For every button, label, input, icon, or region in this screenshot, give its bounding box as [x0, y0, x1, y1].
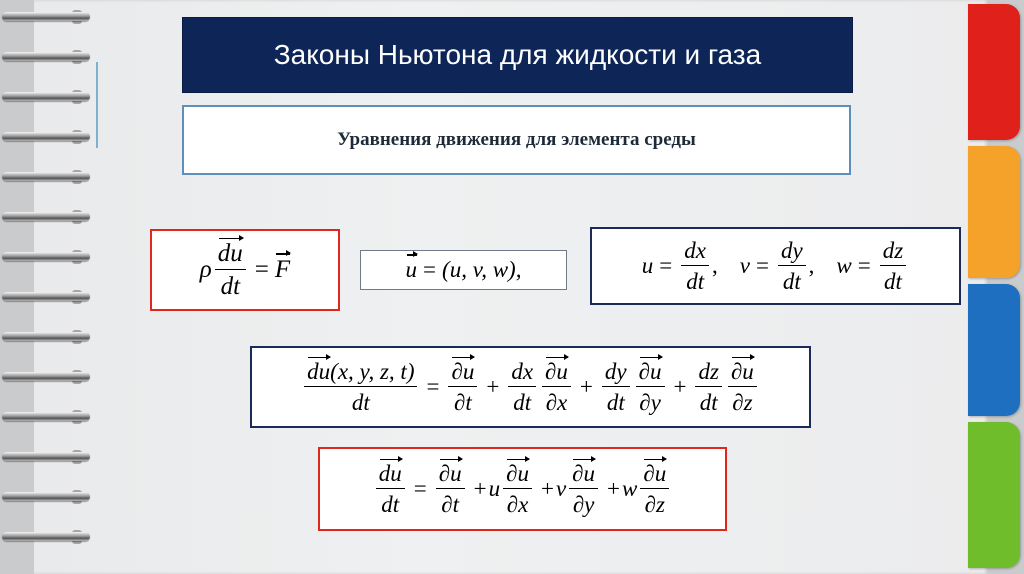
numerator-dy: dy: [780, 237, 803, 263]
plus-sign: +: [486, 374, 500, 399]
fraction-dx-dt: [508, 360, 536, 415]
denominator-dt: dt: [220, 273, 241, 301]
partial-u: ∂u: [730, 358, 754, 384]
var-u: u: [641, 253, 654, 278]
partial-z: ∂z: [644, 492, 665, 518]
var-w: w: [622, 476, 638, 501]
comma: ,: [808, 253, 815, 278]
fraction-du-dt: [376, 462, 405, 517]
equation-velocity-components: [360, 250, 567, 290]
partial-y: ∂y: [639, 390, 661, 416]
equals-sign: =: [755, 253, 769, 278]
spiral-ring: [2, 250, 90, 264]
vector-force: F: [274, 256, 291, 283]
partial-u: ∂u: [506, 460, 529, 486]
fraction-dz-dt: [695, 360, 721, 415]
fraction-pu-py: [569, 462, 598, 517]
vector-du: du: [378, 460, 402, 486]
fraction-pu-px: [542, 360, 571, 415]
spiral-ring: [2, 490, 90, 504]
plus-sign: +: [579, 374, 593, 399]
partial-u: ∂u: [572, 460, 596, 486]
var-w: w: [836, 253, 852, 278]
var-v: v: [555, 476, 567, 501]
numerator-dz: dz: [698, 358, 719, 384]
spiral-ring: [2, 50, 90, 64]
fraction-dz-dt: [880, 239, 906, 294]
velocity-tuple: (u, v, w),: [442, 257, 522, 282]
fraction-pu-pt: [436, 462, 465, 517]
denominator-dt: dt: [513, 390, 532, 416]
denominator-dt: dt: [686, 269, 705, 295]
partial-x: ∂x: [506, 492, 529, 518]
vector-du: du: [307, 358, 331, 384]
comma: ,: [712, 253, 718, 278]
fraction-dx-dt: [681, 239, 709, 294]
partial-u: ∂u: [638, 358, 662, 384]
numerator-dx: dx: [684, 237, 706, 263]
rho-symbol: ρ: [199, 256, 212, 283]
denominator-dt: dt: [884, 269, 902, 295]
partial-t: ∂t: [441, 492, 460, 518]
partial-u: ∂u: [643, 460, 667, 486]
fraction-pu-pz: [728, 360, 757, 415]
fraction-pu-pz: [640, 462, 669, 517]
equals-sign: =: [413, 476, 427, 501]
spiral-ring: [2, 410, 90, 424]
fraction-lhs: [304, 360, 417, 415]
plus-sign: +: [473, 476, 487, 501]
tab-blue[interactable]: [968, 284, 1020, 416]
fraction-pu-px: [503, 462, 532, 517]
partial-u: ∂u: [545, 358, 568, 384]
equals-sign: =: [254, 256, 269, 283]
equals-sign: =: [423, 257, 437, 282]
numerator-dy: dy: [604, 358, 627, 384]
fraction-pu-py: [636, 360, 665, 415]
equation-newton-second-law: [150, 229, 340, 311]
slide-subtitle: Уравнения движения для элемента среды: [182, 105, 851, 175]
numerator-dz: dz: [882, 237, 904, 263]
equation-total-derivative: [250, 346, 811, 428]
fraction-du-dt: [215, 241, 246, 300]
spiral-ring: [2, 370, 90, 384]
denominator-dt: dt: [699, 390, 718, 416]
vector-u: u: [405, 257, 418, 282]
denominator-dt: dt: [782, 269, 801, 295]
equals-sign: =: [857, 253, 871, 278]
plus-sign: +: [607, 476, 621, 501]
denominator-dt: dt: [351, 390, 370, 416]
partial-u: ∂u: [451, 358, 475, 384]
var-u: u: [488, 476, 501, 501]
argument-list: (x, y, z, t): [330, 358, 415, 384]
spiral-ring: [2, 170, 90, 184]
spiral-ring: [2, 210, 90, 224]
equation-convective-derivative: [318, 447, 727, 531]
numerator-dx: dx: [511, 358, 534, 384]
tab-orange[interactable]: [968, 146, 1020, 278]
fraction-dy-dt: [778, 239, 806, 294]
slide-title: Законы Ньютона для жидкости и газа: [182, 17, 853, 93]
tab-red[interactable]: [968, 4, 1020, 140]
plus-sign: +: [540, 476, 554, 501]
partial-z: ∂z: [732, 390, 753, 416]
spiral-ring: [2, 530, 90, 544]
fraction-pu-pt: [448, 360, 477, 415]
partial-t: ∂t: [454, 390, 472, 416]
spiral-ring: [2, 330, 90, 344]
vector-du: du: [217, 239, 243, 267]
plus-sign: +: [673, 374, 687, 399]
spiral-ring: [2, 290, 90, 304]
equation-velocity-derivatives: [590, 227, 961, 305]
spiral-ring: [2, 130, 90, 144]
equals-sign: =: [659, 253, 673, 278]
spiral-ring: [2, 90, 90, 104]
fraction-dy-dt: [602, 360, 630, 415]
margin-line: [96, 62, 98, 148]
spiral-ring: [2, 10, 90, 24]
equals-sign: =: [426, 374, 440, 399]
var-v: v: [739, 253, 750, 278]
partial-y: ∂y: [572, 492, 595, 518]
denominator-dt: dt: [606, 390, 625, 416]
spiral-binding: [0, 0, 95, 574]
denominator-dt: dt: [381, 492, 400, 518]
spiral-ring: [2, 450, 90, 464]
partial-x: ∂x: [545, 390, 568, 416]
partial-u: ∂u: [438, 460, 462, 486]
tab-green[interactable]: [968, 422, 1020, 568]
